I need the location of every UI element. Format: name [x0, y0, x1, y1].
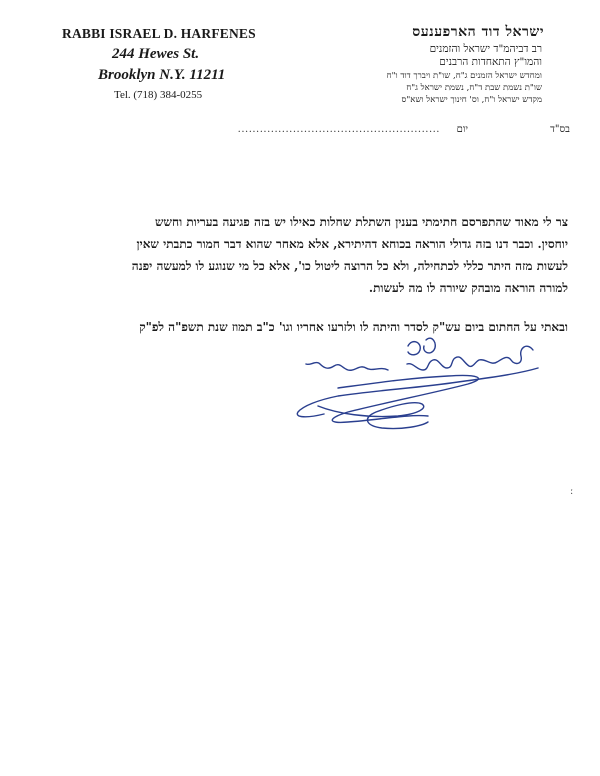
letter-line: צר לי מאוד שהתפרסם חתימתי בענין השתלת שחלות כאילו יש בזה פגיעה בעריות וחשש	[154, 215, 568, 229]
signature-stroke	[297, 368, 538, 417]
signature-stroke	[306, 363, 388, 371]
letter-paragraph-1	[28, 211, 568, 299]
letterhead-hebrew-title-1: רב דביהמ"ד ישראל והזמנים	[429, 43, 542, 55]
signature-stroke	[407, 346, 533, 370]
letterhead-city: Brooklyn N.Y. 11211	[98, 67, 226, 83]
letterhead-hebrew-works-2: שו"ת נשמת שבת ד"ח, נשמת ישראל ג"ח	[406, 83, 542, 93]
letterhead-hebrew-name: ישראל דוד הארפענעס	[412, 24, 544, 40]
letterhead-hebrew-title-2: והמו"ץ התאחדות הרבנים	[439, 56, 542, 68]
letter-line: למורה הוראה מובהק שיורה לו מה לעשות.	[368, 281, 568, 295]
letterhead-english-name: RABBI ISRAEL D. HARFENES	[62, 26, 256, 41]
bsd-mark: בס"ד	[550, 124, 570, 135]
letterhead-street: 244 Hewes St.	[112, 46, 200, 62]
scan-mark: ː	[570, 486, 574, 497]
letter-closing-line: ובאתי על החתום ביום עש"ק לסדר והיתה לו ולזרעו אחריו וגו' כ"ב תמוז שנת תשפ"ה לפ"ק	[139, 320, 568, 334]
day-label: יום	[456, 124, 468, 135]
letterhead-hebrew-works-1: ומחדש ישראל הזמנים ג"ח, שו"ת ויברך דוד ו"ח	[386, 71, 542, 81]
letterhead-hebrew-works-3: מקדש ישראל ו"ח, וס' חינוך ישראל ושא"ס	[401, 95, 542, 105]
handwritten-signature	[278, 328, 548, 438]
date-dotted-line: .......................................................	[237, 124, 440, 135]
letterhead-phone: Tel. (718) 384-0255	[114, 89, 203, 101]
signature-stroke	[408, 338, 435, 355]
letter-line: יוחסין. וכבר דנו בזה גדולי הוראה בכוחא דהיתירא, אלא מאחר שהוא דבר חמור כתבתי שאין	[136, 237, 568, 251]
letter-line: לעשות מזה היתר כללי לכתחילה, ולא כל הרוצה ליטול כו', אלא כל מי שנוגע לו למעשה יפנה	[131, 259, 568, 273]
